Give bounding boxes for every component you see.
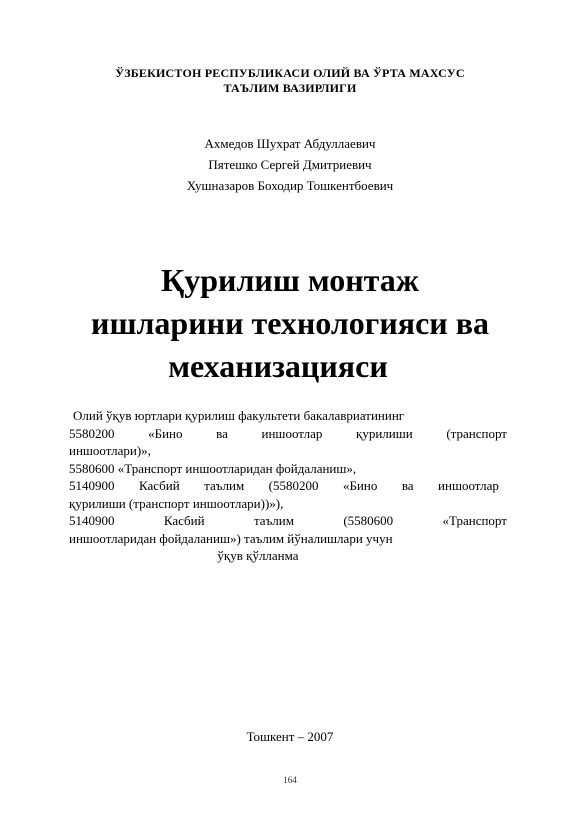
description-word: ва (216, 425, 228, 441)
description-line-4: 5580600 «Транспорт иншоотларидан фойдаланиш», (69, 460, 357, 476)
description-word: «Бино (342, 478, 378, 493)
description-word: 5580200 (69, 425, 115, 441)
title-line-1: Қурилиш монтаж (161, 262, 419, 298)
description-line-5 (69, 477, 507, 495)
description-word: иншоотлар (261, 425, 323, 441)
ministry-header (40, 66, 540, 96)
ministry-line-2: ТАЪЛИМ ВАЗИРЛИГИ (223, 81, 357, 95)
description-line-9: ўқув қўлланма (217, 548, 299, 563)
description-line-1: Олий ўқув юртлари қурилиш факультети бакалавриатининг (73, 408, 405, 423)
city-year: Тошкент – 2007 (246, 729, 334, 744)
description-line-3: иншоотлари)», (69, 443, 151, 458)
description-word: иншоотлар (438, 478, 499, 493)
ministry-line-1: ЎЗБЕКИСТОН РЕСПУБЛИКАСИ ОЛИЙ ВА ЎРТА МАХСУС (115, 66, 465, 80)
description-block (69, 407, 507, 565)
title-line-2: ишларини технологияси ва (91, 305, 489, 341)
page-number: 164 (283, 775, 297, 785)
book-title (30, 259, 550, 388)
description-line-8: иншоотларидан фойдаланиш») таълим йўналишлари учун (69, 530, 393, 546)
description-word: (5580600 (343, 513, 394, 528)
description-word: «Транспорт (442, 513, 507, 528)
title-line-3: механизацияси (168, 348, 388, 384)
author-2: Пятешко Сергей Дмитриевич (208, 157, 372, 172)
description-word: 5140900 (69, 513, 115, 528)
description-word: Касбий (163, 513, 205, 528)
description-word: (транспорт (446, 425, 507, 441)
description-line-6: қурилиши (транспорт иншоотлари))»), (69, 495, 284, 511)
description-word: Касбий (138, 478, 180, 493)
description-word: ва (401, 478, 414, 493)
description-word: қурилиши (356, 425, 413, 441)
description-line-2 (69, 425, 507, 443)
description-word: таълим (204, 478, 245, 493)
description-word: таълим (253, 513, 294, 528)
description-word: (5580200 (268, 478, 319, 493)
author-3: Хушназаров Боходир Тошкентбоевич (186, 178, 394, 193)
description-word: «Бино (148, 425, 183, 441)
author-1: Ахмедов Шухрат Абдуллаевич (204, 136, 376, 151)
authors-block (90, 133, 490, 196)
description-word: 5140900 (69, 478, 115, 493)
description-line-7 (69, 512, 507, 530)
